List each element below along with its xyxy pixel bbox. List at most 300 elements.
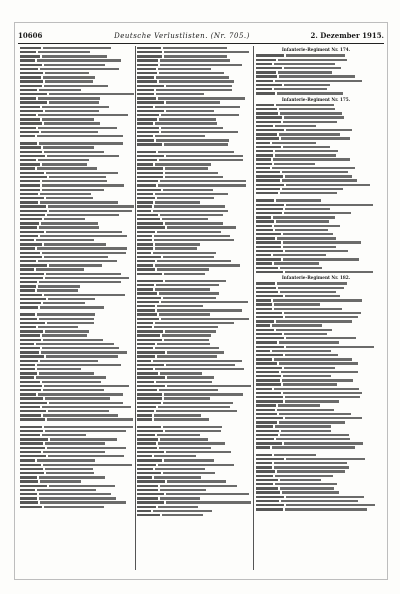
entry-detail-mark (282, 171, 349, 173)
entry-name-mark (137, 322, 153, 324)
entry-detail-mark (166, 493, 249, 495)
entry-name-mark (20, 326, 36, 328)
entry-name-mark (20, 167, 35, 169)
entry-name-mark (137, 355, 155, 357)
entry-name-mark (20, 334, 40, 336)
entry-name-mark (256, 179, 280, 181)
entry-name-mark (20, 176, 47, 178)
entry-name-mark (20, 51, 36, 53)
entry-name-mark (20, 80, 43, 82)
entry-name-mark (137, 402, 161, 404)
entry-detail-mark (40, 501, 125, 503)
entry-detail-mark (160, 372, 202, 374)
entry-name-mark (256, 483, 273, 485)
entry-name-mark (137, 339, 162, 341)
entry-name-mark (256, 308, 272, 310)
entry-detail-mark (37, 289, 78, 291)
entry-name-mark (20, 142, 37, 144)
entry-name-mark (20, 76, 41, 78)
entry-name-mark (137, 501, 164, 503)
entry-name-mark (20, 64, 42, 66)
entry-detail-mark (167, 351, 224, 353)
entry-detail-mark (154, 239, 234, 241)
entry-detail-mark (166, 110, 214, 112)
entry-detail-mark (45, 330, 89, 332)
entry-name-mark (20, 247, 35, 249)
entry-name-mark (137, 472, 161, 474)
entry-detail-mark (163, 297, 215, 299)
entry-detail-mark (284, 442, 363, 444)
entry-detail-mark (286, 184, 370, 186)
entry-detail-mark (44, 385, 129, 387)
entry-detail-mark (166, 364, 235, 366)
entry-detail-mark (286, 337, 357, 339)
entry-detail-mark (285, 417, 362, 419)
entry-detail-mark (280, 479, 321, 481)
entry-name-mark (137, 493, 164, 495)
entry-name-mark (137, 447, 157, 449)
entry-detail-mark (156, 93, 204, 95)
entry-name-mark (137, 334, 160, 336)
entry-detail-mark (43, 414, 118, 416)
entry-detail-mark (160, 438, 209, 440)
entry-detail-mark (160, 489, 206, 491)
entry-detail-mark (48, 205, 134, 207)
entry-name-mark (256, 392, 281, 394)
entry-detail-mark (38, 51, 90, 53)
entry-detail-mark (280, 291, 336, 293)
entry-detail-mark (42, 180, 107, 182)
entry-detail-mark (274, 163, 315, 165)
entry-detail-mark (40, 68, 119, 70)
entry-name-mark (20, 472, 44, 474)
entry-name-mark (137, 264, 153, 266)
entry-name-mark (20, 298, 46, 300)
entry-detail-mark (276, 329, 332, 331)
entry-detail-mark (46, 273, 121, 275)
entry-name-mark (137, 226, 165, 228)
entry-name-mark (137, 131, 159, 133)
entry-name-mark (256, 59, 276, 61)
entry-detail-mark (285, 250, 348, 252)
entry-detail-mark (44, 426, 134, 428)
entry-name-mark (20, 501, 38, 503)
entry-name-mark (20, 189, 40, 191)
entry-name-mark (137, 459, 162, 461)
entry-detail-mark (279, 362, 358, 364)
entry-name-mark (137, 364, 164, 366)
entry-name-mark (20, 497, 37, 499)
entry-name-mark (256, 375, 281, 377)
entry-name-mark (20, 97, 36, 99)
entry-name-mark (20, 59, 35, 61)
entry-detail-mark (285, 316, 358, 318)
entry-detail-mark (166, 155, 244, 157)
entry-name-mark (137, 347, 153, 349)
entry-detail-mark (166, 501, 252, 503)
entry-detail-mark (37, 247, 127, 249)
entry-name-mark (137, 406, 156, 408)
entry-name-mark (137, 418, 152, 420)
entry-name-mark (20, 252, 40, 254)
entry-detail-mark (156, 410, 237, 412)
entry-name-mark (256, 295, 283, 297)
entry-name-mark (137, 93, 154, 95)
entry-detail-mark (167, 385, 251, 387)
entry-name-mark (137, 414, 152, 416)
entry-name-mark (20, 151, 42, 153)
entry-name-mark (256, 438, 274, 440)
entry-name-mark (137, 385, 165, 387)
entry-name-mark (20, 197, 44, 199)
entry-name-mark (137, 434, 155, 436)
entry-detail-mark (159, 159, 243, 161)
casualty-entry (20, 418, 134, 422)
entry-name-mark (256, 487, 278, 489)
entry-name-mark (137, 118, 157, 120)
entry-detail-mark (279, 421, 345, 423)
entry-detail-mark (272, 324, 321, 326)
entry-detail-mark (286, 204, 373, 206)
entry-name-mark (137, 231, 155, 233)
entry-name-mark (20, 397, 43, 399)
entry-detail-mark (161, 318, 249, 320)
entry-detail-mark (162, 218, 208, 220)
entry-detail-mark (46, 231, 123, 233)
entry-name-mark (256, 208, 283, 210)
entry-name-mark (256, 333, 282, 335)
entry-name-mark (256, 346, 284, 348)
entry-name-mark (20, 273, 44, 275)
entry-name-mark (20, 239, 34, 241)
entry-detail-mark (42, 118, 94, 120)
entry-name-mark (137, 151, 156, 153)
entry-detail-mark (276, 438, 350, 440)
entry-detail-mark (153, 510, 212, 512)
entry-name-mark (20, 218, 42, 220)
entry-name-mark (137, 351, 165, 353)
entry-name-mark (137, 309, 155, 311)
entry-name-mark (20, 131, 39, 133)
entry-name-mark (137, 343, 155, 345)
entry-detail-mark (40, 201, 118, 203)
entry-detail-mark (44, 218, 85, 220)
entry-detail-mark (44, 151, 104, 153)
entry-name-mark (20, 201, 38, 203)
entry-name-mark (137, 280, 163, 282)
entry-name-mark (137, 372, 158, 374)
entry-detail-mark (279, 413, 351, 415)
entry-name-mark (20, 306, 38, 308)
entry-name-mark (256, 254, 271, 256)
entry-name-mark (20, 72, 43, 74)
entry-detail-mark (163, 256, 214, 258)
entry-detail-mark (42, 184, 124, 186)
issue-date: 2. Dezember 1915. (310, 31, 384, 40)
entry-detail-mark (157, 355, 217, 357)
entry-name-mark (20, 406, 40, 408)
entry-name-mark (20, 268, 34, 270)
entry-detail-mark (286, 504, 375, 506)
entry-detail-mark (45, 397, 110, 399)
entry-name-mark (20, 480, 38, 482)
entry-name-mark (256, 409, 275, 411)
entry-name-mark (256, 212, 282, 214)
entry-detail-mark (159, 72, 224, 74)
entry-detail-mark (48, 455, 124, 457)
entry-name-mark (256, 171, 280, 173)
casualty-entry (256, 270, 376, 274)
entry-detail-mark (283, 233, 333, 235)
entry-detail-mark (283, 258, 359, 260)
casualty-entry (137, 513, 251, 517)
entry-name-mark (20, 55, 40, 57)
entry-detail-mark (276, 199, 321, 201)
entry-detail-mark (286, 54, 345, 56)
entry-name-mark (137, 106, 153, 108)
entry-name-mark (137, 468, 153, 470)
entry-detail-mark (157, 260, 232, 262)
entry-detail-mark (38, 114, 127, 116)
entry-detail-mark (45, 442, 105, 444)
entry-detail-mark (157, 305, 203, 307)
entry-name-mark (137, 485, 158, 487)
entry-name-mark (137, 476, 152, 478)
entry-detail-mark (155, 201, 200, 203)
page-number: 10606 (18, 31, 43, 40)
casualty-entry (20, 454, 134, 458)
entry-detail-mark (281, 430, 332, 432)
entry-detail-mark (275, 483, 337, 485)
entry-name-mark (137, 68, 156, 70)
entry-name-mark (256, 250, 283, 252)
entry-detail-mark (46, 197, 93, 199)
entry-name-mark (20, 489, 35, 491)
entry-name-mark (20, 402, 47, 404)
entry-detail-mark (153, 210, 228, 212)
entry-detail-mark (49, 210, 132, 212)
entry-detail-mark (155, 322, 234, 324)
entry-detail-mark (165, 167, 208, 169)
entry-name-mark (137, 252, 151, 254)
entry-detail-mark (277, 409, 334, 411)
entry-detail-mark (283, 375, 332, 377)
entry-name-mark (20, 277, 43, 279)
entry-name-mark (20, 214, 45, 216)
entry-detail-mark (272, 142, 316, 144)
entry-detail-mark (46, 355, 118, 357)
entry-name-mark (20, 381, 40, 383)
entry-name-mark (20, 294, 42, 296)
entry-detail-mark (39, 226, 99, 228)
entry-detail-mark (277, 282, 347, 284)
entry-detail-mark (38, 326, 78, 328)
entry-detail-mark (44, 256, 108, 258)
entry-detail-mark (274, 262, 319, 264)
title-text: Deutsche Verlustlisten. (114, 32, 208, 40)
entry-name-mark (256, 129, 284, 131)
entry-name-mark (137, 197, 155, 199)
entry-name-mark (137, 397, 162, 399)
entry-detail-mark (273, 216, 335, 218)
entry-name-mark (256, 379, 280, 381)
entry-detail-mark (167, 376, 215, 378)
entry-name-mark (20, 47, 41, 49)
section-heading: Infanterie-Regiment Nr. 175. (281, 96, 351, 102)
entry-name-mark (256, 470, 275, 472)
entry-name-mark (137, 72, 157, 74)
entry-name-mark (256, 192, 278, 194)
entry-name-mark (137, 143, 162, 145)
entry-detail-mark (161, 127, 223, 129)
entry-detail-mark (44, 122, 101, 124)
entry-name-mark (20, 322, 45, 324)
entry-detail-mark (280, 112, 342, 114)
entry-detail-mark (39, 318, 94, 320)
entry-name-mark (137, 85, 164, 87)
entry-name-mark (256, 383, 281, 385)
entry-detail-mark (278, 59, 347, 61)
entry-name-mark (256, 116, 282, 118)
entry-detail-mark (44, 64, 105, 66)
entry-detail-mark (40, 360, 98, 362)
entry-name-mark (256, 84, 282, 86)
entry-detail-mark (42, 252, 126, 254)
entry-detail-mark (159, 118, 216, 120)
entry-name-mark (256, 133, 277, 135)
entry-detail-mark (156, 381, 212, 383)
entry-detail-mark (155, 468, 206, 470)
entry-name-mark (137, 127, 159, 129)
entry-name-mark (256, 121, 281, 123)
entry-name-mark (137, 218, 160, 220)
entry-name-mark (256, 367, 282, 369)
entry-name-mark (20, 193, 38, 195)
entry-name-mark (20, 235, 38, 237)
entry-detail-mark (273, 158, 350, 160)
entry-detail-mark (275, 229, 329, 231)
entry-name-mark (137, 360, 151, 362)
entry-detail-mark (155, 193, 228, 195)
entry-detail-mark (275, 475, 333, 477)
entry-detail-mark (42, 163, 87, 165)
entry-detail-mark (39, 493, 112, 495)
entry-name-mark (256, 184, 284, 186)
entry-detail-mark (157, 434, 200, 436)
entry-detail-mark (282, 188, 343, 190)
entry-name-mark (256, 108, 277, 110)
entry-detail-mark (281, 500, 358, 502)
entry-detail-mark (160, 214, 223, 216)
entry-detail-mark (162, 334, 211, 336)
entry-name-mark (256, 404, 276, 406)
entry-name-mark (256, 466, 272, 468)
entry-detail-mark (40, 480, 81, 482)
entry-detail-mark (39, 281, 121, 283)
entry-detail-mark (36, 376, 106, 378)
entry-name-mark (256, 350, 270, 352)
entry-detail-mark (42, 381, 101, 383)
entry-name-mark (256, 75, 277, 77)
entry-name-mark (256, 216, 271, 218)
entry-detail-mark (40, 193, 92, 195)
entry-detail-mark (48, 410, 109, 412)
entry-detail-mark (43, 302, 86, 304)
entry-detail-mark (159, 80, 235, 82)
entry-name-mark (137, 180, 158, 182)
entry-detail-mark (42, 406, 130, 408)
entry-name-mark (256, 287, 276, 289)
entry-name-mark (20, 231, 44, 233)
entry-detail-mark (285, 396, 360, 398)
entry-name-mark (256, 458, 284, 460)
entry-detail-mark (283, 383, 337, 385)
entry-detail-mark (42, 55, 107, 57)
entry-name-mark (20, 135, 35, 137)
entry-detail-mark (37, 167, 98, 169)
entry-detail-mark (276, 320, 352, 322)
entry-name-mark (20, 464, 41, 466)
entry-detail-mark (164, 143, 228, 145)
entry-detail-mark (161, 114, 239, 116)
entry-detail-mark (39, 476, 105, 478)
entry-name-mark (20, 118, 40, 120)
entry-detail-mark (43, 47, 111, 49)
entry-name-mark (256, 496, 284, 498)
entry-name-mark (256, 358, 272, 360)
entry-name-mark (137, 122, 153, 124)
entry-name-mark (256, 80, 273, 82)
entry-name-mark (20, 146, 41, 148)
entry-name-mark (137, 506, 156, 508)
entry-name-mark (137, 330, 163, 332)
entry-name-mark (137, 210, 151, 212)
entry-detail-mark (154, 455, 196, 457)
entry-detail-mark (45, 430, 127, 432)
entry-name-mark (137, 480, 165, 482)
entry-detail-mark (285, 354, 338, 356)
entry-name-mark (137, 464, 156, 466)
entry-name-mark (20, 426, 42, 428)
entry-detail-mark (47, 155, 120, 157)
entry-name-mark (20, 68, 38, 70)
entry-detail-mark (278, 287, 344, 289)
entry-detail-mark (284, 367, 335, 369)
entry-name-mark (20, 506, 42, 508)
entry-name-mark (256, 430, 279, 432)
entry-detail-mark (275, 125, 316, 127)
entry-detail-mark (40, 306, 104, 308)
entry-detail-mark (159, 447, 211, 449)
entry-name-mark (256, 88, 272, 90)
entry-name-mark (137, 260, 155, 262)
entry-name-mark (256, 267, 278, 269)
entry-detail-mark (158, 442, 224, 444)
entry-name-mark (20, 318, 37, 320)
entry-name-mark (20, 438, 48, 440)
entry-detail-mark (285, 400, 339, 402)
entry-detail-mark (285, 508, 367, 510)
entry-detail-mark (164, 339, 208, 341)
entry-detail-mark (275, 150, 339, 152)
entry-detail-mark (158, 97, 245, 99)
entry-name-mark (137, 243, 153, 245)
entry-name-mark (137, 97, 156, 99)
entry-detail-mark (46, 472, 94, 474)
entry-detail-mark (162, 514, 203, 516)
entry-detail-mark (165, 280, 226, 282)
entry-name-mark (137, 139, 154, 141)
